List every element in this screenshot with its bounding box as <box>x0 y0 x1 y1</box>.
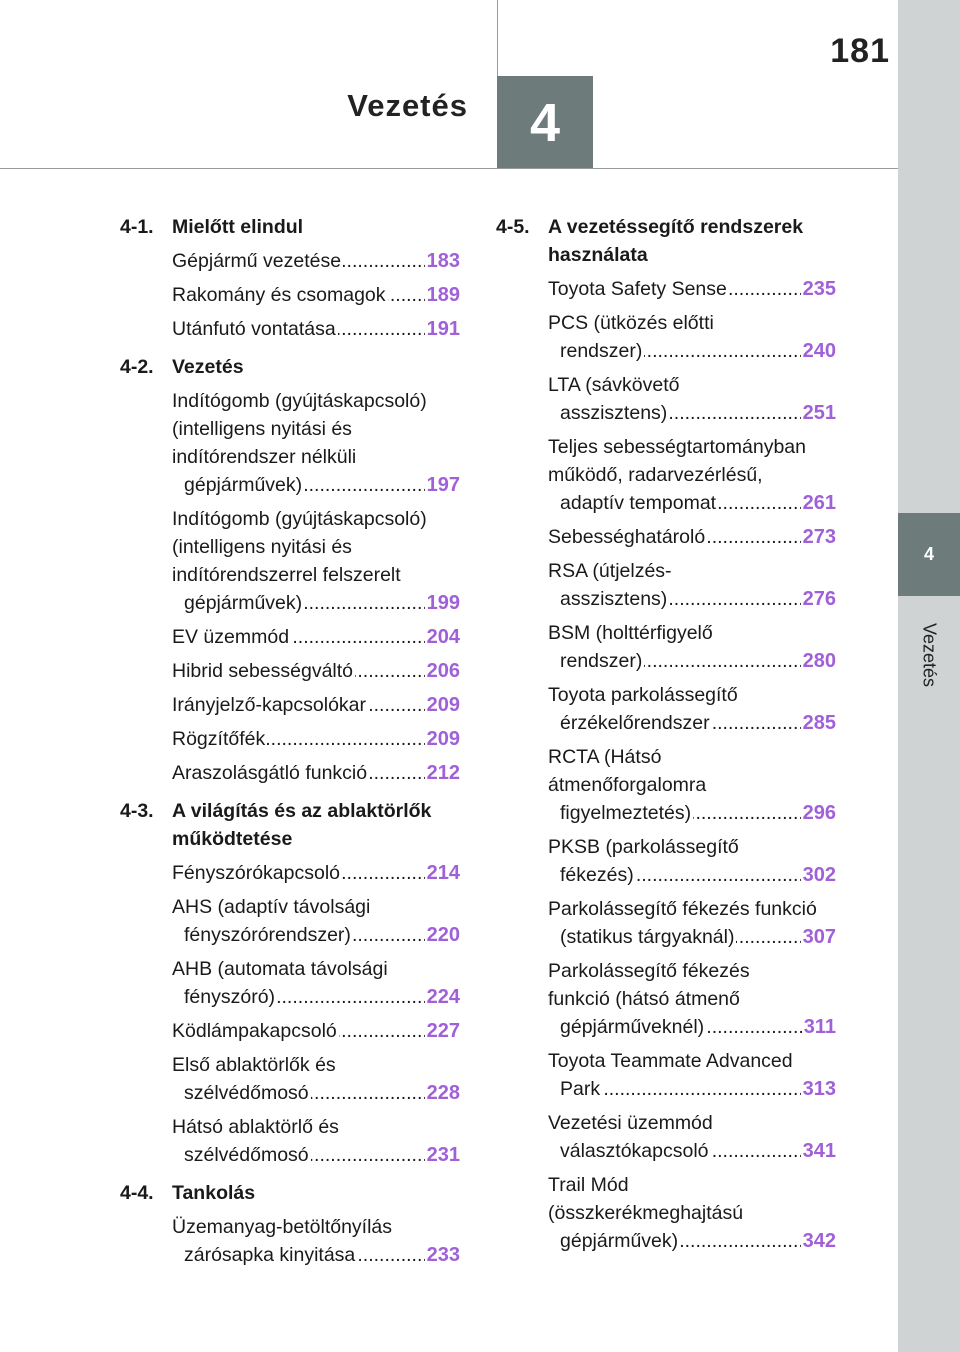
toc-page-link[interactable]: 204 <box>425 623 460 651</box>
toc-entry[interactable] <box>548 523 836 551</box>
toc-entry[interactable] <box>172 1213 460 1269</box>
section-heading <box>120 353 460 381</box>
toc-entry-text: gépjárművek) <box>184 474 303 496</box>
toc-entry-text: gépjárművek) <box>560 1230 679 1252</box>
toc-entry-text: fényszóró) <box>184 986 276 1008</box>
section-number: 4-1. <box>120 216 154 238</box>
section-title: Mielőtt elindul <box>172 216 304 238</box>
toc-entry-text: funkció (hátsó átmenő <box>560 985 836 1013</box>
chapter-title: Vezetés <box>347 88 468 123</box>
toc-entry[interactable] <box>172 247 460 275</box>
toc-entry-text: rendszer) <box>560 650 643 672</box>
toc-page-link[interactable]: 280 <box>801 647 836 675</box>
toc-entry-text: (intelligens nyitási és <box>184 415 460 443</box>
toc-page-link[interactable]: 220 <box>425 921 460 949</box>
toc-entry-text: LTA (sávkövető <box>560 371 836 399</box>
toc-page-link[interactable]: 231 <box>425 1141 460 1169</box>
toc-entry-text: asszisztens) <box>560 588 668 610</box>
toc-entry-text: választókapcsoló <box>560 1140 709 1162</box>
toc-page-link[interactable]: 261 <box>801 489 836 517</box>
toc-entry[interactable] <box>548 309 836 365</box>
section-number: 4-5. <box>496 216 530 238</box>
toc-entry-text: RCTA (Hátsó <box>560 743 836 771</box>
toc-entry[interactable] <box>172 387 460 499</box>
toc-entry[interactable] <box>548 1171 836 1255</box>
toc-entry[interactable] <box>172 1113 460 1169</box>
toc-entry-text: (összkerékmeghajtású <box>560 1199 836 1227</box>
toc-entry-text: Hibrid sebességváltó <box>172 660 354 682</box>
side-tab-label: Vezetés <box>919 622 940 688</box>
toc-page-link[interactable]: 209 <box>425 725 460 753</box>
toc-entry[interactable] <box>172 623 460 651</box>
section-title: Vezetés <box>172 356 244 378</box>
section-heading <box>496 213 836 269</box>
toc-entry-text: AHS (adaptív távolsági <box>184 893 460 921</box>
toc-entry-text: Üzemanyag-betöltőnyílás <box>184 1213 460 1241</box>
toc-entry-text: Hátsó ablaktörlő és <box>184 1113 460 1141</box>
toc-entry-text: fényszórórendszer) <box>184 924 351 946</box>
toc-entry[interactable] <box>548 895 836 951</box>
toc-entry-text: Rakomány és csomagok <box>172 284 386 306</box>
toc-entry-text: zárósapka kinyitása <box>184 1244 356 1266</box>
chapter-number-box: 4 <box>497 76 593 169</box>
toc-entry-text: Parkolássegítő fékezés funkció <box>560 895 836 923</box>
toc-entry-text: rendszer) <box>560 340 643 362</box>
toc-entry-text: szélvédőmosó <box>184 1082 309 1104</box>
toc-page-link[interactable]: 197 <box>425 471 460 499</box>
toc-entry-text: Park <box>560 1078 601 1100</box>
toc-entry-text: EV üzemmód <box>172 626 290 648</box>
toc-entry-text: Ködlámpakapcsoló <box>172 1020 337 1042</box>
toc-entry-text: Parkolássegítő fékezés <box>560 957 836 985</box>
toc-page-link[interactable]: 235 <box>801 275 836 303</box>
toc-entry[interactable] <box>172 893 460 949</box>
toc-entry[interactable] <box>172 315 460 343</box>
toc-entry[interactable] <box>172 281 460 309</box>
toc-entry-text: (statikus tárgyaknál) <box>560 926 735 948</box>
toc-page-link[interactable]: 307 <box>801 923 836 951</box>
header-divider <box>0 168 898 169</box>
toc-entry[interactable] <box>172 859 460 887</box>
toc-entry-text: átmenőforgalomra <box>560 771 836 799</box>
toc-entry-text: Gépjármű vezetése <box>172 250 342 272</box>
toc-entry-text: Irányjelző-kapcsolókar <box>172 694 367 716</box>
section-number: 4-3. <box>120 800 154 822</box>
toc-entry-text: Rögzítőfék <box>172 728 266 750</box>
section-title: A világítás és az ablaktörlők működtetése <box>172 800 432 850</box>
toc-entry-text: Araszolásgátló funkció <box>172 762 368 784</box>
toc-entry-text: szélvédőmosó <box>184 1144 309 1166</box>
section-title: A vezetéssegítő rendszerek használata <box>548 216 804 266</box>
toc-page-link[interactable]: 251 <box>801 399 836 427</box>
toc-entry[interactable] <box>548 957 836 1041</box>
toc-entry[interactable] <box>172 1051 460 1107</box>
toc-page-link[interactable]: 313 <box>801 1075 836 1103</box>
toc-entry[interactable] <box>548 743 836 827</box>
toc-page-link[interactable]: 191 <box>425 315 460 343</box>
toc-entry[interactable] <box>548 833 836 889</box>
toc-entry-text: (intelligens nyitási és <box>184 533 460 561</box>
toc-entry-text: figyelmeztetés) <box>560 802 692 824</box>
section-number: 4-2. <box>120 356 154 378</box>
toc-entry[interactable] <box>548 275 836 303</box>
toc-page-link[interactable]: 276 <box>801 585 836 613</box>
toc-entry-text: Első ablaktörlők és <box>184 1051 460 1079</box>
toc-page-link[interactable]: 273 <box>801 523 836 551</box>
toc-entry-text: Vezetési üzemmód <box>560 1109 836 1137</box>
toc-page-link[interactable]: 228 <box>425 1079 460 1107</box>
toc-page-link[interactable]: 199 <box>425 589 460 617</box>
toc-entry-text: Utánfutó vontatása <box>172 318 336 340</box>
toc-page-link[interactable]: 212 <box>425 759 460 787</box>
toc-entry-text: Toyota Teammate Advanced <box>560 1047 836 1075</box>
toc-entry[interactable] <box>172 955 460 1011</box>
toc-entry[interactable] <box>548 619 836 675</box>
toc-page-link[interactable]: 214 <box>425 859 460 887</box>
toc-entry-text: BSM (holttérfigyelő <box>560 619 836 647</box>
toc-entry-text: indítórendszer nélküli <box>184 443 460 471</box>
toc-page-link[interactable]: 285 <box>801 709 836 737</box>
header-divider-vertical <box>497 0 498 76</box>
toc-page-link[interactable]: 209 <box>425 691 460 719</box>
page-number: 181 <box>830 32 890 70</box>
toc-entry[interactable] <box>172 657 460 685</box>
section-heading <box>120 213 460 241</box>
toc-entry[interactable] <box>548 1047 836 1103</box>
toc-entry[interactable] <box>172 725 460 753</box>
toc-entry-text: Toyota Safety Sense <box>548 278 727 300</box>
toc-entry-text: Indítógomb (gyújtáskapcsoló) <box>184 387 460 415</box>
toc-entry-text: gépjárművek) <box>184 592 303 614</box>
toc-entry-text: RSA (útjelzés- <box>560 557 836 585</box>
toc-entry-text: Trail Mód <box>560 1171 836 1199</box>
toc-entry[interactable] <box>172 759 460 787</box>
section-heading <box>120 797 460 853</box>
toc-entry-text: PKSB (parkolássegítő <box>560 833 836 861</box>
section-title: Tankolás <box>172 1182 256 1204</box>
toc-page-link[interactable]: 296 <box>801 799 836 827</box>
toc-column-left <box>120 213 460 1269</box>
toc-entry-text: PCS (ütközés előtti <box>560 309 836 337</box>
toc-entry[interactable] <box>172 691 460 719</box>
toc-page-link[interactable]: 227 <box>425 1017 460 1045</box>
side-tab-chapter-number[interactable]: 4 <box>898 513 960 596</box>
toc-entry-text: indítórendszerrel felszerelt <box>184 561 460 589</box>
toc-entry[interactable] <box>548 557 836 613</box>
toc-page-link[interactable]: 342 <box>801 1227 836 1255</box>
toc-column-right <box>496 213 836 1255</box>
toc-entry-text: Sebességhatároló <box>548 526 706 548</box>
toc-entry[interactable] <box>172 1017 460 1045</box>
toc-entry[interactable] <box>548 681 836 737</box>
toc-entry-text: Toyota parkolássegítő <box>560 681 836 709</box>
toc-page-link[interactable]: 206 <box>425 657 460 685</box>
section-heading <box>120 1179 460 1207</box>
toc-entry[interactable] <box>548 433 836 517</box>
toc-entry-text: Teljes sebességtartományban <box>560 433 836 461</box>
toc-page-link[interactable]: 341 <box>801 1137 836 1165</box>
section-number: 4-4. <box>120 1182 154 1204</box>
toc-entry-text: működő, radarvezérlésű, <box>560 461 836 489</box>
toc-page-link[interactable]: 240 <box>801 337 836 365</box>
toc-entry-text: asszisztens) <box>560 402 668 424</box>
toc-page-link[interactable]: 183 <box>425 247 460 275</box>
toc-entry-text: érzékelőrendszer <box>560 712 710 734</box>
toc-entry-text: AHB (automata távolsági <box>184 955 460 983</box>
toc-page-link[interactable]: 224 <box>425 983 460 1011</box>
toc-entry[interactable] <box>548 371 836 427</box>
toc-page-link[interactable]: 233 <box>425 1241 460 1269</box>
toc-entry-text: Fényszórókapcsoló <box>172 862 340 884</box>
toc-page-link[interactable]: 311 <box>802 1013 836 1041</box>
toc-page-link[interactable]: 302 <box>801 861 836 889</box>
toc-entry-text: gépjárműveknél) <box>560 1016 705 1038</box>
toc-entry[interactable] <box>548 1109 836 1165</box>
toc-entry-text: fékezés) <box>560 864 634 886</box>
toc-entry-text: Indítógomb (gyújtáskapcsoló) <box>184 505 460 533</box>
toc-page-link[interactable]: 189 <box>425 281 460 309</box>
toc-entry[interactable] <box>172 505 460 617</box>
toc-entry-text: adaptív tempomat <box>560 492 717 514</box>
